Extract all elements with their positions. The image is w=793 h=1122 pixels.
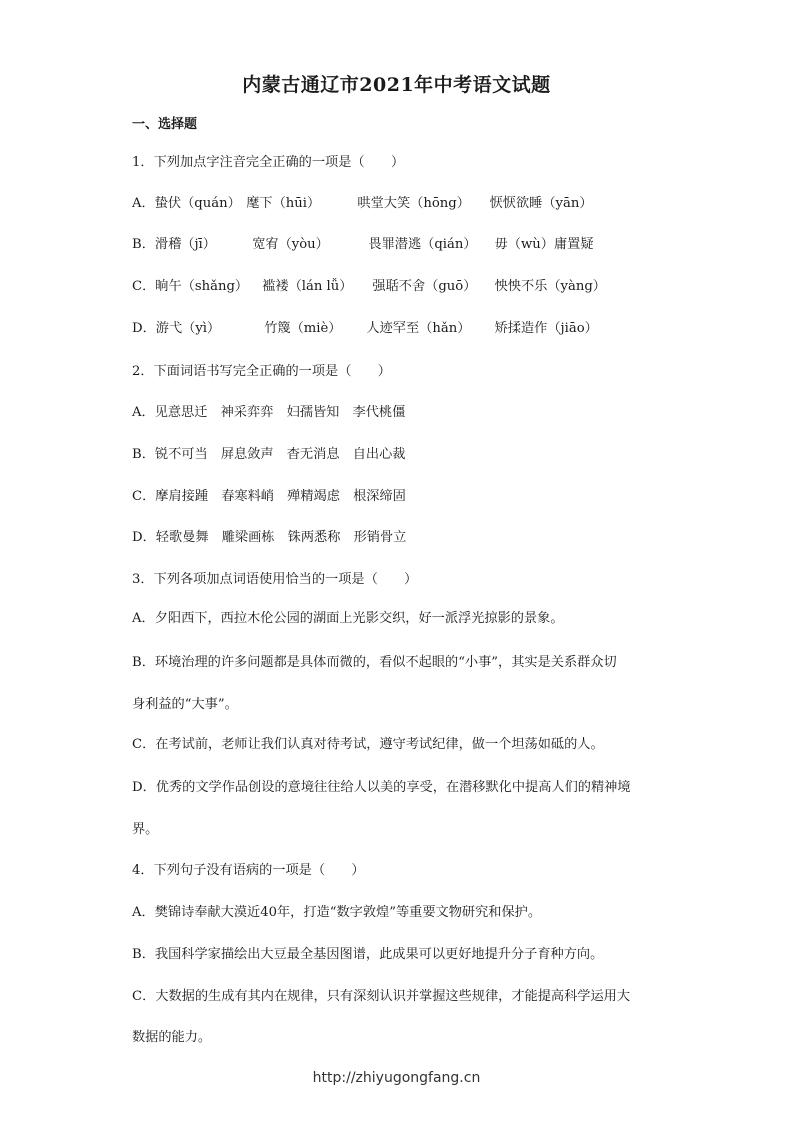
footer-url: http://zhiyugongfang.cn bbox=[312, 1070, 481, 1086]
option-item: 恹恹欲睡（yān） bbox=[489, 196, 593, 211]
question-3-option-d-line2: 界。 bbox=[132, 822, 159, 837]
section-heading: 一、选择题 bbox=[132, 117, 198, 132]
option-item: 矫揉造作（jiāo） bbox=[494, 321, 598, 336]
question-3-stem: 3．下列各项加点词语使用恰当的一项是（ ） bbox=[132, 572, 418, 587]
question-3-option-d-line1: D．优秀的文学作品创设的意境往往给人以美的享受，在潜移默化中提高人们的精神境 bbox=[132, 780, 631, 795]
question-2-option-d: D．轻歌曼舞 雕梁画栋 铢两悉称 形销骨立 bbox=[132, 530, 407, 545]
question-1-option-c bbox=[132, 278, 606, 296]
question-4-option-c-line2: 数据的能力。 bbox=[132, 1030, 212, 1045]
option-item: 哄堂大笑（hōng） bbox=[357, 196, 470, 211]
question-2-option-a: A．见意思迁 神采弈弈 妇孺皆知 李代桃僵 bbox=[132, 405, 406, 420]
option-item: 人迹罕至（hǎn） bbox=[366, 321, 471, 336]
option-item: C．晌午（shǎng） bbox=[132, 279, 249, 294]
question-2-option-b: B．锐不可当 屏息敛声 杳无消息 自出心裁 bbox=[132, 447, 406, 462]
option-item: 宽宥（yòu） bbox=[252, 237, 329, 252]
question-3-option-b-line1: B．环境治理的许多问题都是具体而微的，看似不起眼的“小事”，其实是关系群众切 bbox=[132, 655, 617, 670]
question-3-option-c: C．在考试前，老师让我们认真对待考试，遵守考试纪律，做一个坦荡如砥的人。 bbox=[132, 737, 604, 752]
question-4-option-b: B．我国科学家描绘出大豆最全基因图谱，此成果可以更好地提升分子育种方向。 bbox=[132, 947, 604, 962]
option-item: 毋（wù）庸置疑 bbox=[494, 237, 594, 252]
question-4-stem: 4．下列句子没有语病的一项是（ ） bbox=[132, 863, 365, 878]
question-2-option-c: C．摩肩接踵 春寒料峭 殚精竭虑 根深缔固 bbox=[132, 489, 406, 504]
option-item: B．滑稽（jī） bbox=[132, 237, 216, 252]
option-item: D．游弋（yì） bbox=[132, 321, 221, 336]
option-item: 竹篾（miè） bbox=[264, 321, 342, 336]
question-4-option-a: A．樊锦诗奉献大漠近40年，打造“数字敦煌”等重要文物研究和保护。 bbox=[132, 905, 542, 920]
page-title: 内蒙古通辽市2021年中考语文试题 bbox=[242, 74, 551, 96]
question-1-option-a bbox=[132, 195, 593, 213]
question-1-option-d bbox=[132, 320, 598, 338]
question-2-stem: 2．下面词语书写完全正确的一项是（ ） bbox=[132, 364, 391, 379]
option-item: 麾下（hūi） bbox=[246, 196, 321, 211]
question-1-option-b bbox=[132, 236, 594, 254]
question-3-option-b-line2: 身利益的“大事”。 bbox=[132, 697, 238, 712]
question-4-option-c-line1: C．大数据的生成有其内在规律，只有深刻认识并掌握这些规律，才能提高科学运用大 bbox=[132, 989, 631, 1004]
option-item: A．蛰伏（quán） bbox=[132, 196, 241, 211]
question-3-option-a: A．夕阳西下，西拉木伦公园的湖面上光影交织，好一派浮光掠影的景象。 bbox=[132, 611, 564, 626]
option-item: 强聒不舍（guō） bbox=[372, 279, 477, 294]
option-item: 畏罪潜逃（qián） bbox=[368, 237, 477, 252]
option-item: 褴褛（lán lǚ） bbox=[262, 279, 353, 294]
question-1-stem: 1．下列加点字注音完全正确的一项是（ ） bbox=[132, 155, 405, 170]
option-item: 怏怏不乐（yàng） bbox=[494, 279, 606, 294]
